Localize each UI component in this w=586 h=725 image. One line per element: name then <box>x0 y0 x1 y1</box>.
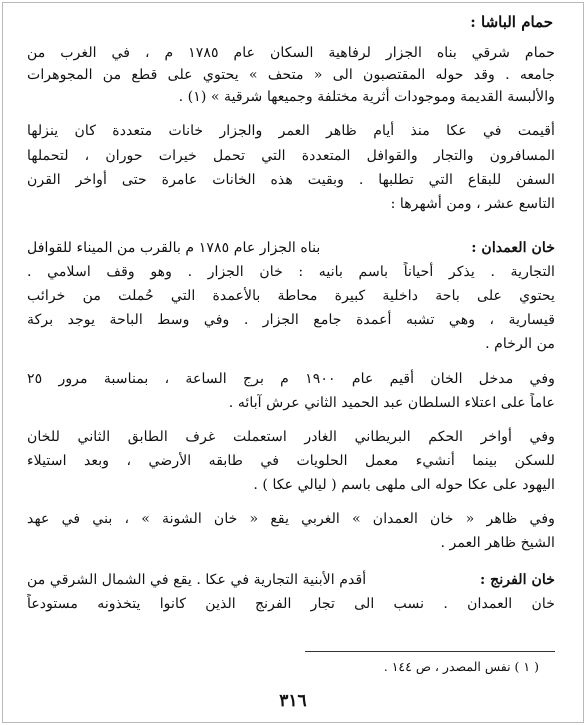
text-line: المسافرون والتجار والقوافل المتعددة التي تحمل خيرات حوران ، لتحملها <box>27 148 555 164</box>
text-line: والألبسة القديمة وموجودات أثرية مختلفة وجميعها شرقية » (١) . <box>178 89 555 105</box>
text-line: الشيخ ظاهر العمر . <box>440 535 555 551</box>
text-line: يحتوي على باحة داخلية كبيرة محاطة بالأعمدة التي حُملت من خرائب <box>27 288 555 304</box>
entry-heading: خان الفرنج : <box>479 572 555 588</box>
page-number: ٣١٦ <box>279 691 307 711</box>
text-line: للسكن بينما أنشيء معمل الحلويات في طابقه الأرضي ، وبعد استيلاء <box>27 453 555 469</box>
text-line: قيسارية ، وهي تشبه أعمدة جامع الجزار . وفي وسط الباحة يوجد بركة <box>27 312 555 328</box>
text-span: أقدم الأبنية التجارية في عكا . يقع في الشمال الشرقي من <box>27 572 367 588</box>
text-line: السفن للبقاع التي تطلبها . وبقيت هذه الخانات عامرة حتى أواخر القرن <box>27 172 555 188</box>
entry-heading: خان العمدان : <box>471 240 555 256</box>
text-line: جامعه . وقد حوله المقتصبون الى « متحف » يحتوي على قطع من المجوهرات <box>27 67 555 83</box>
text-line: التاسع عشر ، ومن أشهرها : <box>390 196 555 212</box>
page-frame <box>2 2 584 723</box>
text-line: خان العمدان . نسب الى تجار الفرنج الذين كانوا يتخذونه مستودعاً <box>27 596 555 612</box>
text-line: عاماً على اعتلاء السلطان عبد الحميد الثاني عرش آبائه . <box>228 395 555 411</box>
text-line: وفي أواخر الحكم البريطاني الغادر استعملت غرف الطابق الثاني للخان <box>27 429 555 445</box>
section-heading: حمام الباشا : <box>470 13 553 31</box>
text-line: اليهود على عكا حوله الى ملهى باسم ( ليالي عكا ) . <box>253 477 555 493</box>
text-line: من الرخام . <box>485 336 555 352</box>
text-line: أقيمت في عكا منذ أيام ظاهر العمر والجزار خانات متعددة كان ينزلها <box>27 123 555 139</box>
footnote: ( ١ ) نفس المصدر ، ص ١٤٤ . <box>383 659 539 674</box>
text-line <box>27 238 555 258</box>
text-line: وفي مدخل الخان أقيم عام ١٩٠٠ م برج الساعة ، بمناسبة مرور ٢٥ <box>27 371 555 387</box>
text-line: حمام شرقي بناه الجزار لرفاهية السكان عام ١٧٨٥ م ، في الغرب من <box>27 45 555 61</box>
text-line: وفي ظاهر « خان العمدان » الغربي يقع « خان الشونة » ، بني في عهد <box>27 511 555 527</box>
text-line: التجارية . يذكر أحياناً باسم بانيه : خان الجزار . وهو وقف اسلامي . <box>27 264 555 280</box>
text-span: بناه الجزار عام ١٧٨٥ م بالقرب من الميناء للقوافل <box>27 240 321 256</box>
text-line <box>27 570 555 590</box>
footnote-rule <box>305 651 555 652</box>
